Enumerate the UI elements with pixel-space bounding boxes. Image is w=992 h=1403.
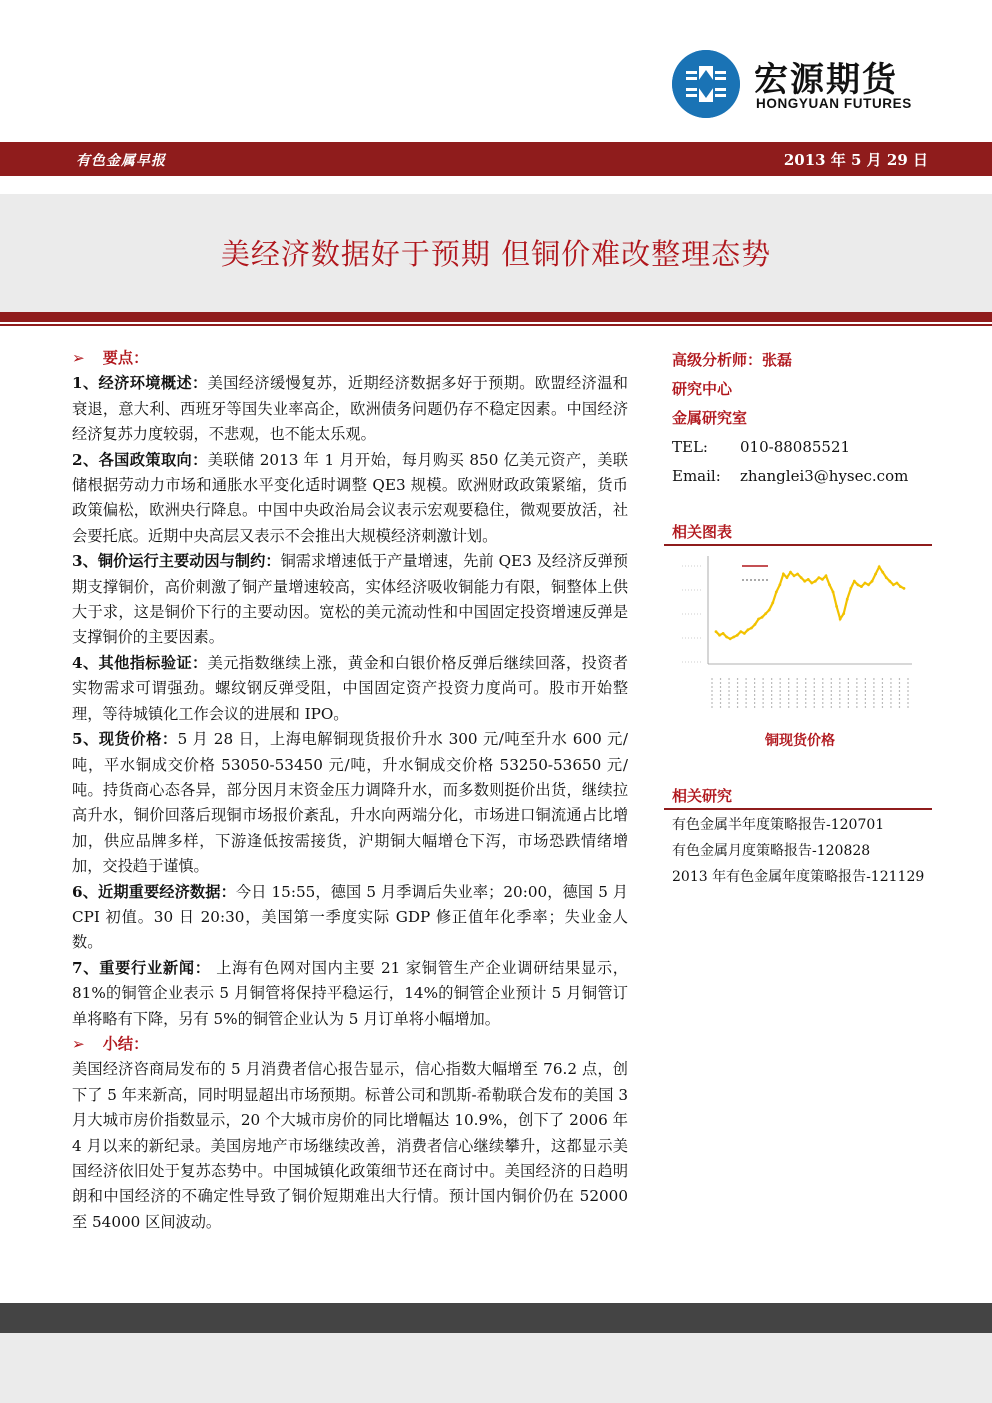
data-point [725,636,728,639]
point-5: 5、现货价格：5 月 28 日，上海电解铜现货报价升水 300 元/吨至升水 600 元/吨，平水铜成交价格 53050-53450 元/吨，升水铜成交价格 53250-53650 元/吨。持货商心态各异，部分因月末资金压力调降升水，而多数则挺价出货，继续拉高升水，铜价回落后现铜市场报价紊乱，升水向两端分化，市场进口铜流通占比增加，供应品牌多样，下游逢低按需接货，沪期铜大幅增仓下泻，市场恐跌情绪增加，交投趋于谨慎。 [72,730,628,876]
data-point [782,573,785,576]
chart-series [715,565,906,640]
arrow-bullet-icon: ➢ [72,1034,85,1053]
data-point [874,573,877,576]
data-point [793,574,796,577]
page-title: 美经济数据好于预期 但铜价难改整理态势 [220,237,772,271]
data-point [775,591,778,594]
logo-emblem-icon [672,50,740,118]
data-point [810,582,813,585]
data-point [807,578,810,581]
brand-name-cn: 宏源期货 [754,60,898,100]
data-point [750,627,753,630]
chart-caption: 铜现货价格 [765,733,835,749]
data-point [817,576,820,579]
summary-text: 美国经济咨商局发布的 5 月消费者信心报告显示，信心指数大幅增至 76.2 点，创下了 5 年来新高，同时明显超出市场预期。标普公司和凯斯-希勒联合发布的美国 3 月大城市房价指数显示，20 个大城市房价的同比增幅达 10.9%，创下了 2006 年 4 月以来的新纪录。美国房地产市场继续改善，消费者信心继续攀升，这都显示美国经济依旧处于复苏态势中。中国城镇化政策细节还在商讨中。美国经济的日趋明朗和中国经济的不确定性导致了铜价短期难出大行情。预计国内铜价仍在 52000 至 54000 区间波动。 [72,1060,628,1231]
data-point [903,587,906,590]
data-point [771,601,774,604]
chart-svg [672,548,928,716]
series-line [716,567,904,639]
footer-band [0,1333,992,1403]
data-point [828,583,831,586]
title-divider [0,312,992,322]
data-point [896,582,899,585]
related-research-item[interactable]: 2013 年有色金属年度策略报告-121129 [672,869,925,885]
research-section-header: 相关研究 [664,782,932,810]
brand-name-en: HONGYUAN FUTURES [756,96,912,111]
data-point [814,580,817,583]
data-point [832,591,835,594]
summary-heading: ➢ 小结： [72,1034,149,1053]
point-7: 7、重要行业新闻： 上海有色网对国内主要 21 家铜管生产企业调研结果显示，81%的铜管企业表示 5 月铜管将保持平稳运行，14%的铜管企业预计 5 月铜管订单将略有下降，另有 5%的铜管企业认为 5 月订单将小幅增加。 [72,958,628,1028]
related-research-list [672,812,942,890]
data-point [718,634,721,637]
point-2: 2、各国政策取向：美联储 2013 年 1 月开始，每月购买 850 亿美元资产，美联储根据劳动力市场和通胀水平变化适时调整 QE3 规模。欧洲财政政策紧缩，货币政策偏松，欧洲央行降息。中国中央政治局会议表示宏观要稳住，微观要放活，社会要托底。近期中央高层又表示不会推出大规模经济刺激计划。 [72,450,628,545]
data-point [860,585,863,588]
data-point [729,637,732,640]
header-bar [0,142,992,176]
main-content [72,346,628,1235]
data-point [757,618,760,621]
data-point [768,609,771,612]
data-point [864,582,867,585]
point-6: 6、近期重要经济数据：今日 15:55，德国 5 月季调后失业率；20:00，德国 5 月 CPI 初值。30 日 20:30，美国第一季度实际 GDP 修正值年化季率；失业金人数。 [72,882,628,952]
data-point [899,585,902,588]
data-point [754,623,757,626]
point-4: 4、其他指标验证：美元指数继续上涨，黄金和白银价格反弹后继续回落，投资者实物需求可谓强劲。螺纹钢反弹受阻，中国固定资产投资力度尚可。股市开始整理，等待城镇化工作会议的进展和 IPO。 [72,653,628,723]
key-points-heading: ➢ 要点： [72,349,149,367]
tel-row: TEL: 010-88085521 [672,438,851,456]
data-point [892,583,895,586]
point-1: 1、经济环境概述：美国经济缓慢复苏，近期经济数据多好于预期。欧盟经济温和衰退，意大利、西班牙等国失业率高企，欧洲债务问题仍存不稳定因素。中国经济经济复苏力度较弱，不悲观，也不能太乐观。 [72,374,628,444]
data-point [825,574,828,577]
data-point [789,571,792,574]
report-date: 2013 年 5 月 29 日 [783,151,928,169]
related-research-item[interactable]: 有色金属月度策略报告-120828 [672,843,871,859]
copper-price-chart [672,548,928,716]
data-point [881,571,884,574]
data-point [835,605,838,608]
sidebar [672,346,932,491]
data-point [747,628,750,631]
data-point [856,583,859,586]
data-point [796,573,799,576]
data-point [743,632,746,635]
sub-department: 金属研究室 [672,409,748,427]
footer-bar [0,1303,992,1333]
arrow-bullet-icon: ➢ [72,349,85,367]
analyst-name: 高级分析师：张磊 [672,351,793,369]
data-point [821,578,824,581]
data-point [736,634,739,637]
data-point [885,576,888,579]
data-point [846,598,849,601]
data-point [786,576,789,579]
department: 研究中心 [672,380,733,398]
data-point [871,580,874,583]
email-link[interactable]: zhanglei3@hysec.com [740,467,909,485]
data-point [800,576,803,579]
data-point [732,636,735,639]
data-point [761,616,764,619]
report-type: 有色金属早报 [76,153,166,169]
data-point [803,580,806,583]
title-divider-thin [0,324,992,326]
data-point [853,580,856,583]
data-point [778,583,781,586]
data-point [842,612,845,615]
charts-section-header: 相关图表 [664,518,932,546]
data-point [878,565,881,568]
data-point [888,580,891,583]
point-3: 3、铜价运行主要动因与制约：铜需求增速低于产量增速，先前 QE3 及经济反弹预期支撑铜价，高价刺激了铜产量增速较高，实体经济吸收铜能力有限，铜整体上供大于求，这是铜价下行的主要动因。宽松的美元流动性和中国固定投资增速反弹是支撑铜价的主要因素。 [72,552,628,647]
tel-value: 010-88085521 [740,438,851,456]
related-research-item[interactable]: 有色金属半年度策略报告-120701 [672,817,885,833]
brand-logo [672,48,912,118]
data-point [839,618,842,621]
data-point [715,630,718,633]
data-point [849,587,852,590]
email-row: Email: zhanglei3@hysec.com [672,467,909,485]
data-point [722,632,725,635]
data-point [867,583,870,586]
data-point [739,630,742,633]
data-point [764,612,767,615]
